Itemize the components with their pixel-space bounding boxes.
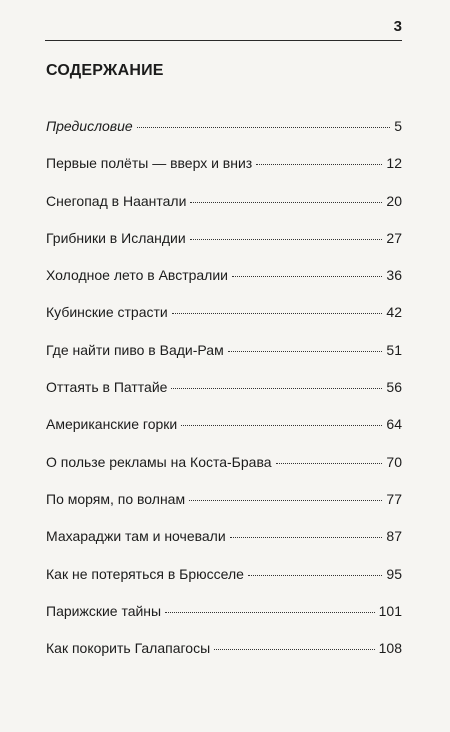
toc-entry-title: О пользе рекламы на Коста-Брава — [46, 453, 272, 470]
toc-entry — [46, 454, 402, 491]
toc-entry-page: 20 — [386, 192, 402, 209]
dot-leader — [190, 239, 383, 240]
dot-leader — [232, 276, 382, 277]
toc-entry-title: Снегопад в Наантали — [46, 192, 187, 209]
dot-leader — [172, 313, 383, 314]
toc-entry-title: Как покорить Галапагосы — [46, 640, 211, 657]
toc-entry — [46, 491, 402, 528]
page-number: 3 — [393, 18, 402, 35]
dot-leader — [165, 612, 375, 613]
dot-leader — [190, 202, 382, 203]
toc-entry-page: 42 — [386, 304, 402, 321]
table-of-contents — [46, 118, 402, 677]
toc-entry — [46, 155, 402, 192]
header-rule — [45, 40, 402, 41]
toc-entry-page: 108 — [378, 640, 402, 657]
dot-leader — [214, 649, 374, 650]
dot-leader — [230, 537, 383, 538]
toc-entry-title: Как не потеряться в Брюсселе — [46, 565, 244, 582]
toc-entry — [46, 603, 402, 640]
dot-leader — [228, 351, 383, 352]
toc-entry-title: Первые полёты — вверх и вниз — [46, 155, 253, 172]
toc-entry-title: Махараджи там и ночевали — [46, 528, 226, 545]
toc-entry-title: По морям, по волнам — [46, 490, 186, 507]
toc-entry-title: Где найти пиво в Вади-Рам — [46, 341, 224, 358]
toc-entry-preface — [46, 118, 402, 155]
toc-entry — [46, 379, 402, 416]
dot-leader — [276, 463, 383, 464]
toc-entry — [46, 230, 402, 267]
toc-entry — [46, 342, 402, 379]
toc-entry — [46, 304, 402, 341]
toc-entry-page: 64 — [386, 416, 402, 433]
toc-entry — [46, 416, 402, 453]
dot-leader — [181, 425, 382, 426]
toc-entry-title: Кубинские страсти — [46, 304, 168, 321]
toc-entry-page: 51 — [386, 341, 402, 358]
toc-entry-title: Холодное лето в Австралии — [46, 267, 228, 284]
toc-entry-page: 5 — [394, 118, 402, 134]
toc-entry-title: Грибники в Исландии — [46, 229, 186, 246]
dot-leader — [248, 575, 382, 576]
toc-entry-page: 36 — [386, 267, 402, 284]
toc-entry — [46, 640, 402, 677]
toc-entry-page: 101 — [378, 602, 402, 619]
toc-entry-title: Американские горки — [46, 416, 178, 433]
dot-leader — [189, 500, 382, 501]
toc-entry-title: Оттаять в Паттайе — [46, 379, 168, 396]
toc-entry — [46, 267, 402, 304]
toc-entry — [46, 566, 402, 603]
dot-leader — [256, 164, 382, 165]
toc-entry — [46, 193, 402, 230]
page-title: СОДЕРЖАНИЕ — [46, 62, 164, 79]
toc-entry-title: Предисловие — [46, 118, 133, 134]
toc-entry-title: Парижские тайны — [46, 602, 162, 619]
toc-entry-page: 77 — [386, 490, 402, 507]
toc-entry-page: 56 — [386, 379, 402, 396]
toc-entry-page: 87 — [386, 528, 402, 545]
toc-entry-page: 95 — [386, 565, 402, 582]
dot-leader — [171, 388, 382, 389]
dot-leader — [137, 127, 391, 128]
toc-entry — [46, 528, 402, 565]
toc-entry-page: 27 — [386, 229, 402, 246]
toc-entry-page: 12 — [386, 155, 402, 172]
toc-entry-page: 70 — [386, 453, 402, 470]
